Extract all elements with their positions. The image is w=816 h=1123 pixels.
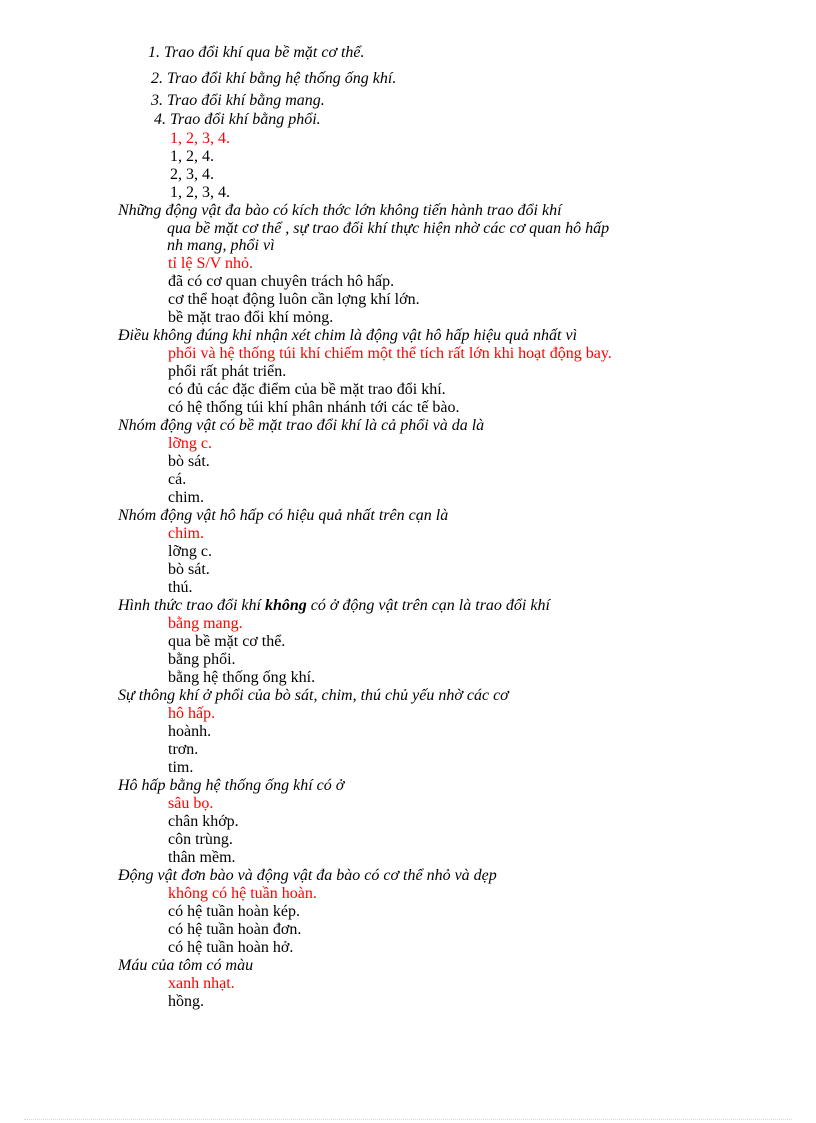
answer-option: 1, 2, 3, 4.	[170, 184, 230, 201]
answer-correct: tỉ lệ S/V nhỏ.	[168, 255, 254, 272]
answer-option: lỡng c.	[168, 543, 213, 560]
page-bottom-divider	[24, 1119, 792, 1120]
question-stem	[118, 597, 550, 615]
answer-option: hồng.	[168, 993, 204, 1010]
question-stem: nh mang, phổi vì	[167, 237, 275, 254]
intro-item: 1. Trao đổi khí qua bề mặt cơ thể.	[148, 44, 365, 61]
answer-correct: hô hấp.	[168, 705, 216, 722]
answer-option: bằng hệ thống ống khí.	[168, 669, 316, 686]
answer-option: 1, 2, 4.	[170, 148, 214, 165]
answer-correct: bằng mang.	[168, 615, 243, 632]
answer-option: chim.	[168, 489, 204, 506]
stem-bold-word: không	[264, 597, 307, 614]
answer-option: phổi rất phát triển.	[168, 363, 287, 380]
answer-correct: xanh nhạt.	[168, 975, 235, 992]
answer-option: qua bề mặt cơ thể.	[168, 633, 286, 650]
question-stem: Sự thông khí ở phổi của bò sát, chim, thú chủ yếu nhờ các cơ	[118, 687, 509, 704]
answer-option: hoành.	[168, 723, 212, 740]
answer-correct: 1, 2, 3, 4.	[170, 130, 230, 147]
answer-option: có hệ tuần hoàn hở.	[168, 939, 294, 956]
answer-option: tim.	[168, 759, 194, 776]
answer-option: đã có cơ quan chuyên trách hô hấp.	[168, 273, 395, 290]
answer-option: thân mềm.	[168, 849, 236, 866]
question-stem: Máu của tôm có màu	[118, 957, 254, 974]
answer-correct: phổi và hệ thống túi khí chiếm một thể tích rất lớn khi hoạt động bay.	[168, 345, 612, 362]
answer-option: bò sát.	[168, 561, 210, 578]
answer-option: bằng phổi.	[168, 651, 236, 668]
intro-item: 2. Trao đổi khí bằng hệ thống ống khí.	[151, 70, 397, 87]
answer-correct: không có hệ tuần hoàn.	[168, 885, 317, 902]
answer-option: có hệ tuần hoàn đơn.	[168, 921, 302, 938]
answer-correct: sâu bọ.	[168, 795, 214, 812]
answer-option: có hệ tuần hoàn kép.	[168, 903, 300, 920]
answer-option: có hệ thống túi khí phân nhánh tới các tế bào.	[168, 399, 460, 416]
question-stem: Những động vật đa bào có kích thớc lớn không tiến hành trao đổi khí	[118, 202, 562, 219]
question-stem: qua bề mặt cơ thể , sự trao đổi khí thực hiện nhờ các cơ quan hô hấp	[167, 220, 610, 237]
answer-option: trơn.	[168, 741, 199, 758]
intro-item: 4. Trao đổi khí bằng phổi.	[154, 111, 321, 128]
answer-option: 2, 3, 4.	[170, 166, 214, 183]
question-stem: Điều không đúng khi nhận xét chim là động vật hô hấp hiệu quả nhất vì	[118, 327, 578, 344]
question-stem: Hô hấp bằng hệ thống ống khí có ở	[118, 777, 345, 794]
answer-correct: chim.	[168, 525, 204, 542]
answer-option: có đủ các đặc điểm của bề mặt trao đổi khí.	[168, 381, 446, 398]
question-stem: Động vật đơn bào và động vật đa bào có cơ thể nhỏ và dẹp	[118, 867, 497, 884]
answer-option: chân khớp.	[168, 813, 239, 830]
stem-text: Hình thức trao đổi khí	[118, 597, 265, 614]
question-stem: Nhóm động vật hô hấp có hiệu quả nhất trên cạn là	[118, 507, 449, 524]
answer-option: cá.	[168, 471, 187, 488]
answer-option: cơ thể hoạt động luôn cần lợng khí lớn.	[168, 291, 420, 308]
answer-correct: lỡng c.	[168, 435, 213, 452]
question-stem: Nhóm động vật có bề mặt trao đổi khí là cả phổi và da là	[118, 417, 485, 434]
intro-item: 3. Trao đổi khí bằng mang.	[151, 92, 325, 109]
answer-option: bò sát.	[168, 453, 210, 470]
answer-option: côn trùng.	[168, 831, 233, 848]
answer-option: bề mặt trao đổi khí mỏng.	[168, 309, 334, 326]
answer-option: thú.	[168, 579, 193, 596]
stem-text: có ở động vật trên cạn là trao đổi khí	[306, 597, 550, 614]
